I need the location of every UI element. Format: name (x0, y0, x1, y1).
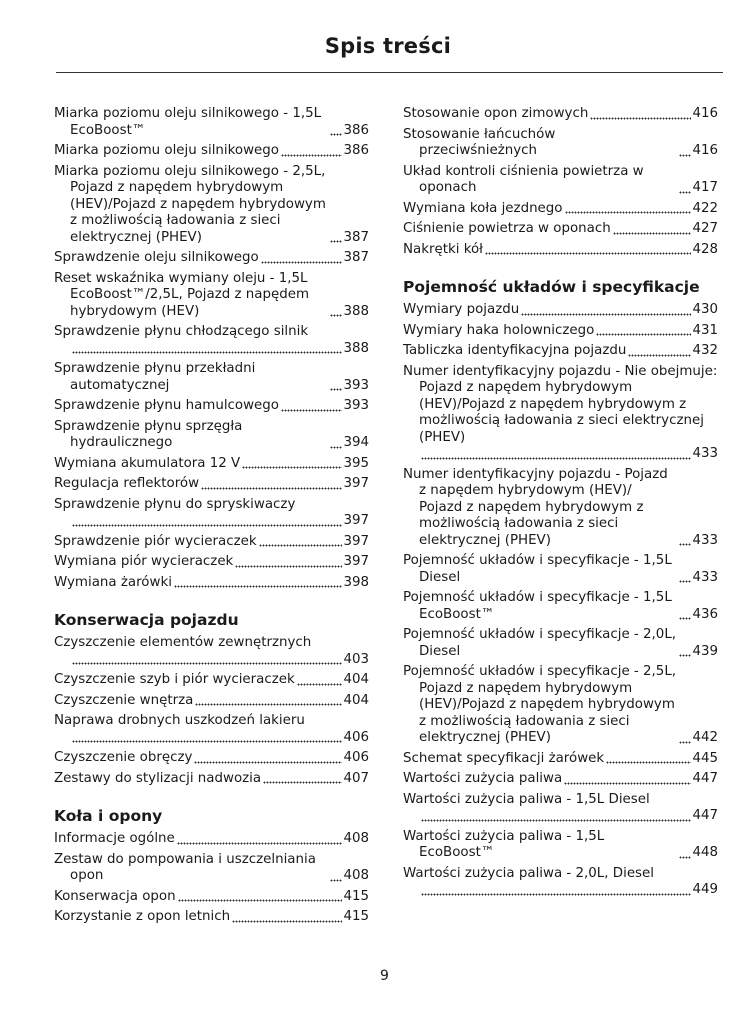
dot-leader (421, 883, 691, 896)
dot-leader (679, 533, 691, 546)
toc-entry-title: Reset wskaźnika wymiany oleju - 1,5L EcoBoost™/2,5L, Pojazd z napędem hybrydowym (HEV) (54, 270, 309, 319)
toc-entry-title: Miarka poziomu oleju silnikowego (54, 143, 279, 158)
section-heading: Koła i opony (54, 807, 163, 825)
toc-entry-title: Wymiary pojazdu (403, 302, 520, 317)
toc-entry-tail (403, 882, 718, 899)
toc-entry-page: 398 (343, 574, 369, 590)
dot-leader (281, 399, 342, 412)
toc-entry-tail (403, 446, 718, 463)
toc-entry-title: Nakrętki kół (403, 241, 483, 257)
dot-leader (259, 534, 343, 547)
toc-entry-title: Wartości zużycia paliwa - 2,0L, Diesel (403, 865, 654, 881)
toc-entry-title: Schemat specyfikacji żarówek (403, 750, 605, 766)
toc-entry[interactable] (403, 343, 718, 360)
toc-entry[interactable] (403, 751, 718, 768)
dot-leader (613, 222, 692, 235)
toc-entry[interactable] (54, 456, 369, 473)
toc-entry-title: Stosowanie łańcuchów przeciwśnieżnych (403, 126, 556, 158)
toc-entry[interactable] (403, 627, 718, 660)
toc-entry-title: Sprawdzenie piór wycieraczek (54, 533, 257, 549)
toc-entry[interactable] (54, 750, 369, 767)
toc-entry-page: 433 (692, 569, 718, 585)
toc-entry[interactable] (54, 713, 369, 746)
toc-entry[interactable] (403, 242, 718, 259)
section-heading: Konserwacja pojazdu (54, 611, 239, 629)
dot-leader (72, 514, 342, 527)
toc-entry-title: Naprawa drobnych uszkodzeń lakieru (54, 713, 305, 728)
dot-leader (564, 772, 691, 785)
toc-entry-tail (54, 652, 369, 669)
dot-leader (330, 378, 342, 391)
toc-entry[interactable] (54, 909, 369, 926)
toc-entry-title: Sprawdzenie oleju silnikowego (54, 250, 259, 265)
toc-entry[interactable] (403, 164, 718, 197)
dot-leader (174, 575, 343, 588)
toc-entry-page: 433 (692, 446, 718, 461)
toc-entry-page: 417 (692, 180, 718, 195)
toc-entry-title: Pojemność układów i specyfikacje - 1,5L EcoBoost™ (403, 590, 672, 622)
toc-entry-title: Stosowanie opon zimowych (403, 106, 589, 121)
toc-entry[interactable] (54, 106, 369, 139)
toc-entry[interactable] (54, 534, 369, 551)
toc-entry[interactable] (403, 866, 718, 899)
dot-leader (565, 201, 692, 214)
dot-leader (679, 846, 691, 859)
toc-entry[interactable] (54, 672, 369, 689)
toc-entry[interactable] (54, 771, 369, 788)
dot-leader (679, 644, 691, 657)
dot-leader (596, 323, 691, 336)
dot-leader (72, 341, 342, 354)
dot-leader (330, 123, 342, 136)
toc-entry-title: Wymiary haka holowniczego (403, 322, 595, 338)
toc-entry-page: 449 (692, 882, 718, 897)
toc-entry-page: 397 (343, 513, 369, 528)
dot-leader (679, 731, 691, 744)
toc-entry-page: 416 (692, 106, 718, 121)
toc-entry[interactable] (54, 831, 369, 848)
toc-entry-title: Korzystanie z opon letnich (54, 909, 231, 924)
dot-leader (194, 751, 342, 764)
dot-leader (195, 693, 342, 706)
dot-leader (606, 751, 691, 764)
toc-entry[interactable] (54, 497, 369, 530)
toc-entry-page: 397 (343, 476, 369, 491)
toc-entry-title: Czyszczenie elementów zewnętrznych (54, 635, 312, 650)
toc-entry[interactable] (403, 792, 718, 825)
toc-entry[interactable] (54, 575, 369, 592)
toc-entry-page: 393 (343, 398, 369, 413)
toc-entry-title: Tabliczka identyfikacyjna pojazdu (403, 343, 627, 358)
toc-entry[interactable] (403, 106, 718, 123)
dot-leader (521, 303, 691, 316)
toc-entry-title: Sprawdzenie płynu sprzęgła hydraulicznego (54, 418, 243, 450)
dot-leader (261, 251, 343, 264)
dot-leader (590, 107, 691, 120)
toc-entry-title: Sprawdzenie płynu do spryskiwaczy (54, 496, 296, 512)
dot-leader (485, 242, 691, 255)
toc-entry[interactable] (54, 143, 369, 160)
toc-entry-page: 388 (343, 303, 369, 319)
toc-entry-page: 403 (343, 651, 369, 667)
dot-leader (679, 181, 691, 194)
toc-entry[interactable] (403, 553, 718, 586)
dot-leader (263, 771, 342, 784)
toc-entry-page: 388 (343, 340, 369, 356)
dot-leader (421, 447, 691, 460)
toc-entry[interactable] (54, 164, 369, 247)
dot-leader (330, 436, 342, 449)
toc-entry[interactable] (403, 323, 718, 340)
toc-entry-page: 393 (343, 377, 369, 393)
toc-entry-title: Miarka poziomu oleju silnikowego - 2,5L, Pojazd z napędem hybrydowym (HEV)/Pojazd z napędem hybrydowym z możliwością ładowania z sieci elektrycznej (PHEV) (54, 163, 326, 245)
dot-leader (628, 344, 691, 357)
title-divider (56, 72, 723, 73)
toc-entry[interactable] (54, 361, 369, 394)
toc-entry-title: Numer identyfikacyjny pojazdu - Nie obejmuje: Pojazd z napędem hybrydowym (HEV)/Pojazd z napędem hybrydowym z możliwością ładowania z sieci elektrycznej (PHEV) (403, 363, 718, 445)
toc-entry[interactable] (403, 364, 718, 463)
toc-entry[interactable] (54, 693, 369, 710)
toc-entry-page: 442 (692, 730, 718, 745)
toc-entry-page: 408 (343, 868, 369, 883)
toc-entry-page: 404 (343, 692, 369, 708)
page-number: 9 (380, 968, 389, 984)
toc-entry-title: Wymiana piór wycieraczek (54, 554, 234, 569)
toc-entry-page: 445 (692, 750, 718, 766)
toc-entry-title: Czyszczenie obręczy (54, 750, 193, 765)
toc-entry-page: 397 (343, 554, 369, 569)
toc-entry-page: 387 (343, 229, 369, 245)
section-heading: Pojemność układów i specyfikacje (403, 278, 700, 296)
toc-entry-tail (54, 730, 369, 747)
toc-entry[interactable] (403, 590, 718, 623)
toc-entry[interactable] (403, 302, 718, 319)
toc-entry-page: 394 (343, 435, 369, 450)
toc-entry[interactable] (403, 771, 718, 788)
dot-leader (242, 456, 342, 469)
toc-entry-title: Sprawdzenie płynu chłodzącego silnik (54, 324, 309, 339)
toc-entry[interactable] (403, 127, 718, 160)
dot-leader (281, 144, 342, 157)
toc-entry-page: 387 (343, 250, 369, 265)
toc-entry-page: 431 (692, 322, 718, 338)
toc-entry-tail (403, 808, 718, 825)
dot-leader (330, 304, 342, 317)
toc-left-column (54, 106, 369, 930)
toc-entry-page: 415 (343, 909, 369, 924)
dot-leader (177, 832, 343, 845)
toc-entry-page: 397 (343, 533, 369, 549)
toc-entry-title: Wymiana akumulatora 12 V (54, 455, 241, 471)
toc-entry-tail (54, 513, 369, 530)
toc-entry-page: 416 (692, 143, 718, 158)
toc-entry-page: 406 (343, 750, 369, 765)
toc-entry-page: 428 (692, 241, 718, 257)
toc-entry-title: Wymiana koła jezdnego (403, 200, 563, 216)
toc-entry-page: 439 (692, 643, 718, 659)
toc-entry[interactable] (54, 419, 369, 452)
toc-entry-page: 436 (692, 606, 718, 622)
toc-entry-page: 427 (692, 221, 718, 236)
toc-entry-page: 404 (343, 672, 369, 687)
toc-entry-page: 447 (692, 808, 718, 823)
toc-entry-page: 408 (343, 831, 369, 846)
toc-entry-title: Pojemność układów i specyfikacje - 2,5L, Pojazd z napędem hybrydowym (HEV)/Pojazd z napędem hybrydowym z możliwością ładowania z sieci elektrycznej (PHEV) (403, 664, 677, 745)
toc-entry[interactable] (54, 324, 369, 357)
toc-entry[interactable] (54, 635, 369, 668)
toc-entry-page: 433 (692, 532, 718, 548)
toc-entry-title: Numer identyfikacyjny pojazdu - Pojazd z napędem hybrydowym (HEV)/ Pojazd z napędem hybrydowym z możliwością ładowania z sieci elektrycznej (PHEV) (403, 466, 668, 548)
toc-entry-page: 422 (692, 200, 718, 216)
toc-entry[interactable] (54, 852, 369, 885)
dot-leader (330, 230, 342, 243)
toc-entry-title: Regulacja reflektorów (54, 476, 200, 491)
toc-entry-tail (54, 341, 369, 358)
toc-entry-title: Wartości zużycia paliwa - 1,5L Diesel (403, 791, 650, 807)
toc-entry[interactable] (403, 221, 718, 238)
toc-entry-page: 447 (692, 771, 718, 786)
toc-entry-page: 386 (343, 122, 369, 138)
toc-entry-page: 432 (692, 343, 718, 358)
toc-entry[interactable] (403, 664, 718, 747)
dot-leader (72, 730, 342, 743)
toc-entry-title: Wartości zużycia paliwa (403, 771, 563, 786)
toc-entry-title: Zestawy do stylizacji nadwozia (54, 770, 262, 786)
toc-entry-page: 386 (343, 143, 369, 158)
toc-entry-page: 407 (343, 770, 369, 786)
toc-entry-title: Wymiana żarówki (54, 574, 172, 590)
toc-entry-title: Pojemność układów i specyfikacje - 2,0L, Diesel (403, 627, 677, 659)
toc-entry-title: Sprawdzenie płynu przekładni automatycznej (54, 361, 256, 393)
toc-entry[interactable] (54, 398, 369, 415)
toc-entry[interactable] (403, 829, 718, 862)
dot-leader (201, 477, 342, 490)
dot-leader (232, 910, 342, 923)
toc-entry[interactable] (54, 476, 369, 493)
toc-entry-title: Informacje ogólne (54, 831, 175, 846)
dot-leader (235, 555, 342, 568)
toc-entry[interactable] (403, 201, 718, 218)
toc-entry-title: Czyszczenie wnętrza (54, 692, 194, 708)
toc-entry-page: 430 (692, 302, 718, 317)
toc-entry-page: 406 (343, 729, 369, 745)
toc-entry-title: Konserwacja opon (54, 888, 176, 904)
toc-entry-title: Zestaw do pompowania i uszczelniania opon (54, 851, 316, 883)
dot-leader (679, 607, 691, 620)
dot-leader (72, 652, 342, 665)
dot-leader (178, 889, 343, 902)
toc-entry-title: Sprawdzenie płynu hamulcowego (54, 398, 279, 413)
toc-entry-page: 395 (343, 455, 369, 471)
toc-entry-title: Układ kontroli ciśnienia powietrza w oponach (403, 163, 644, 195)
dot-leader (421, 809, 691, 822)
toc-entry[interactable] (54, 554, 369, 571)
toc-entry-title: Ciśnienie powietrza w oponach (403, 221, 611, 236)
toc-right-column (403, 106, 718, 903)
page-title: Spis treści (324, 34, 451, 58)
dot-leader (297, 673, 343, 686)
toc-entry[interactable] (54, 250, 369, 267)
dot-leader (679, 570, 691, 583)
toc-entry-page: 415 (343, 888, 369, 904)
toc-entry[interactable] (403, 467, 718, 550)
toc-entry-page: 448 (692, 845, 718, 860)
toc-entry-title: Miarka poziomu oleju silnikowego - 1,5L EcoBoost™ (54, 106, 322, 138)
toc-entry[interactable] (54, 271, 369, 321)
toc-entry-title: Pojemność układów i specyfikacje - 1,5L Diesel (403, 553, 672, 585)
dot-leader (330, 869, 342, 882)
toc-entry-title: Czyszczenie szyb i piór wycieraczek (54, 672, 295, 687)
dot-leader (679, 144, 691, 157)
toc-entry[interactable] (54, 889, 369, 906)
toc-entry-title: Wartości zużycia paliwa - 1,5L EcoBoost™ (403, 828, 605, 860)
